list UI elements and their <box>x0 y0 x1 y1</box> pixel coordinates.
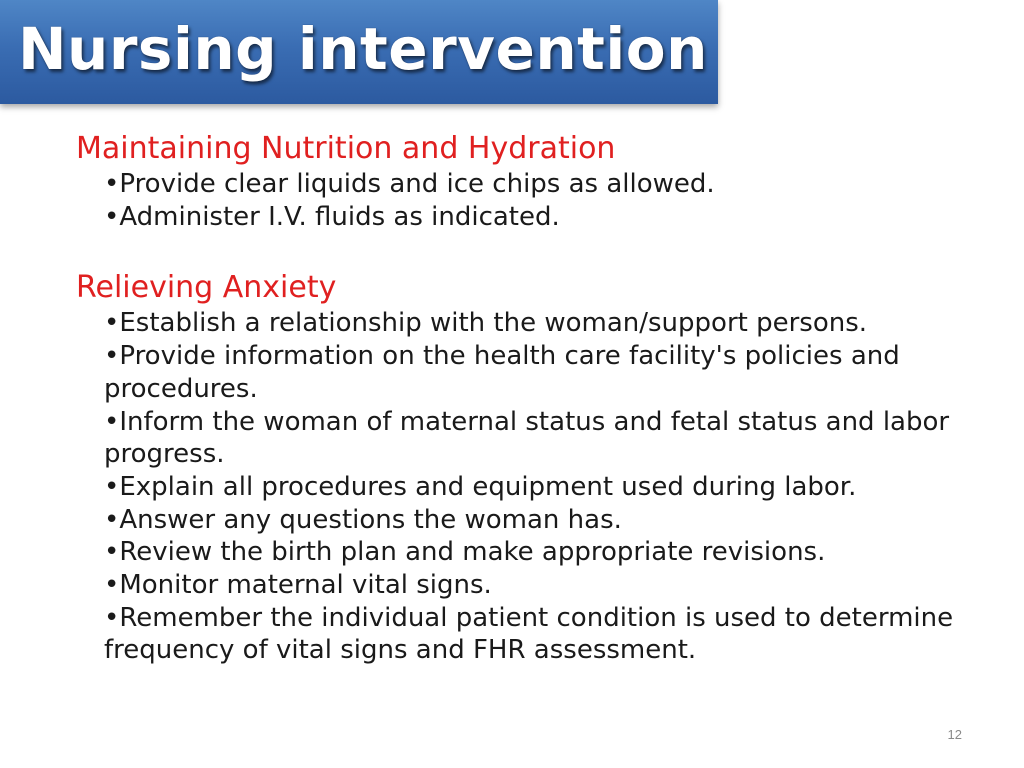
section-heading: Maintaining Nutrition and Hydration <box>76 131 616 166</box>
bullet-icon: • <box>104 602 120 633</box>
bullet-item <box>104 504 976 537</box>
bullet-list <box>76 168 976 233</box>
bullet-item <box>104 201 976 234</box>
bullet-item <box>104 536 976 569</box>
bullet-icon: • <box>104 308 120 339</box>
bullet-text: Remember the individual patient condition is used to determine frequency of vital signs and FHR assessment. <box>104 602 954 666</box>
bullet-icon: • <box>104 471 120 502</box>
section-relieving-anxiety <box>76 269 976 667</box>
bullet-text: Administer I.V. fluids as indicated. <box>119 201 560 232</box>
bullet-item <box>104 307 976 340</box>
bullet-icon: • <box>104 537 120 568</box>
slide-title: Nursing intervention <box>18 15 708 83</box>
bullet-text: Review the birth plan and make appropriate revisions. <box>119 537 826 568</box>
bullet-item <box>104 569 976 602</box>
bullet-text: Provide information on the health care facility's policies and procedures. <box>104 341 900 404</box>
bullet-icon: • <box>104 570 120 601</box>
bullet-text: Establish a relationship with the woman/support persons. <box>119 308 868 339</box>
page-number: 12 <box>947 727 962 742</box>
bullet-text: Answer any questions the woman has. <box>119 504 622 535</box>
bullet-text: Monitor maternal vital signs. <box>119 570 492 601</box>
bullet-list <box>76 307 976 667</box>
bullet-item <box>104 602 976 667</box>
bullet-item <box>104 340 976 405</box>
bullet-text: Explain all procedures and equipment used during labor. <box>119 471 857 502</box>
bullet-icon: • <box>104 504 120 535</box>
bullet-icon: • <box>104 169 120 199</box>
bullet-text: Inform the woman of maternal status and fetal status and labor progress. <box>104 406 950 470</box>
bullet-text: Provide clear liquids and ice chips as allowed. <box>119 169 715 199</box>
section-spacer <box>76 233 976 269</box>
bullet-item <box>104 168 976 201</box>
slide-content <box>76 130 976 667</box>
title-banner <box>0 0 718 104</box>
bullet-item <box>104 406 976 471</box>
bullet-icon: • <box>104 201 120 232</box>
bullet-icon: • <box>104 341 120 372</box>
bullet-item <box>104 471 976 504</box>
section-nutrition-hydration <box>76 130 976 233</box>
bullet-icon: • <box>104 406 120 437</box>
section-heading: Relieving Anxiety <box>76 270 337 306</box>
